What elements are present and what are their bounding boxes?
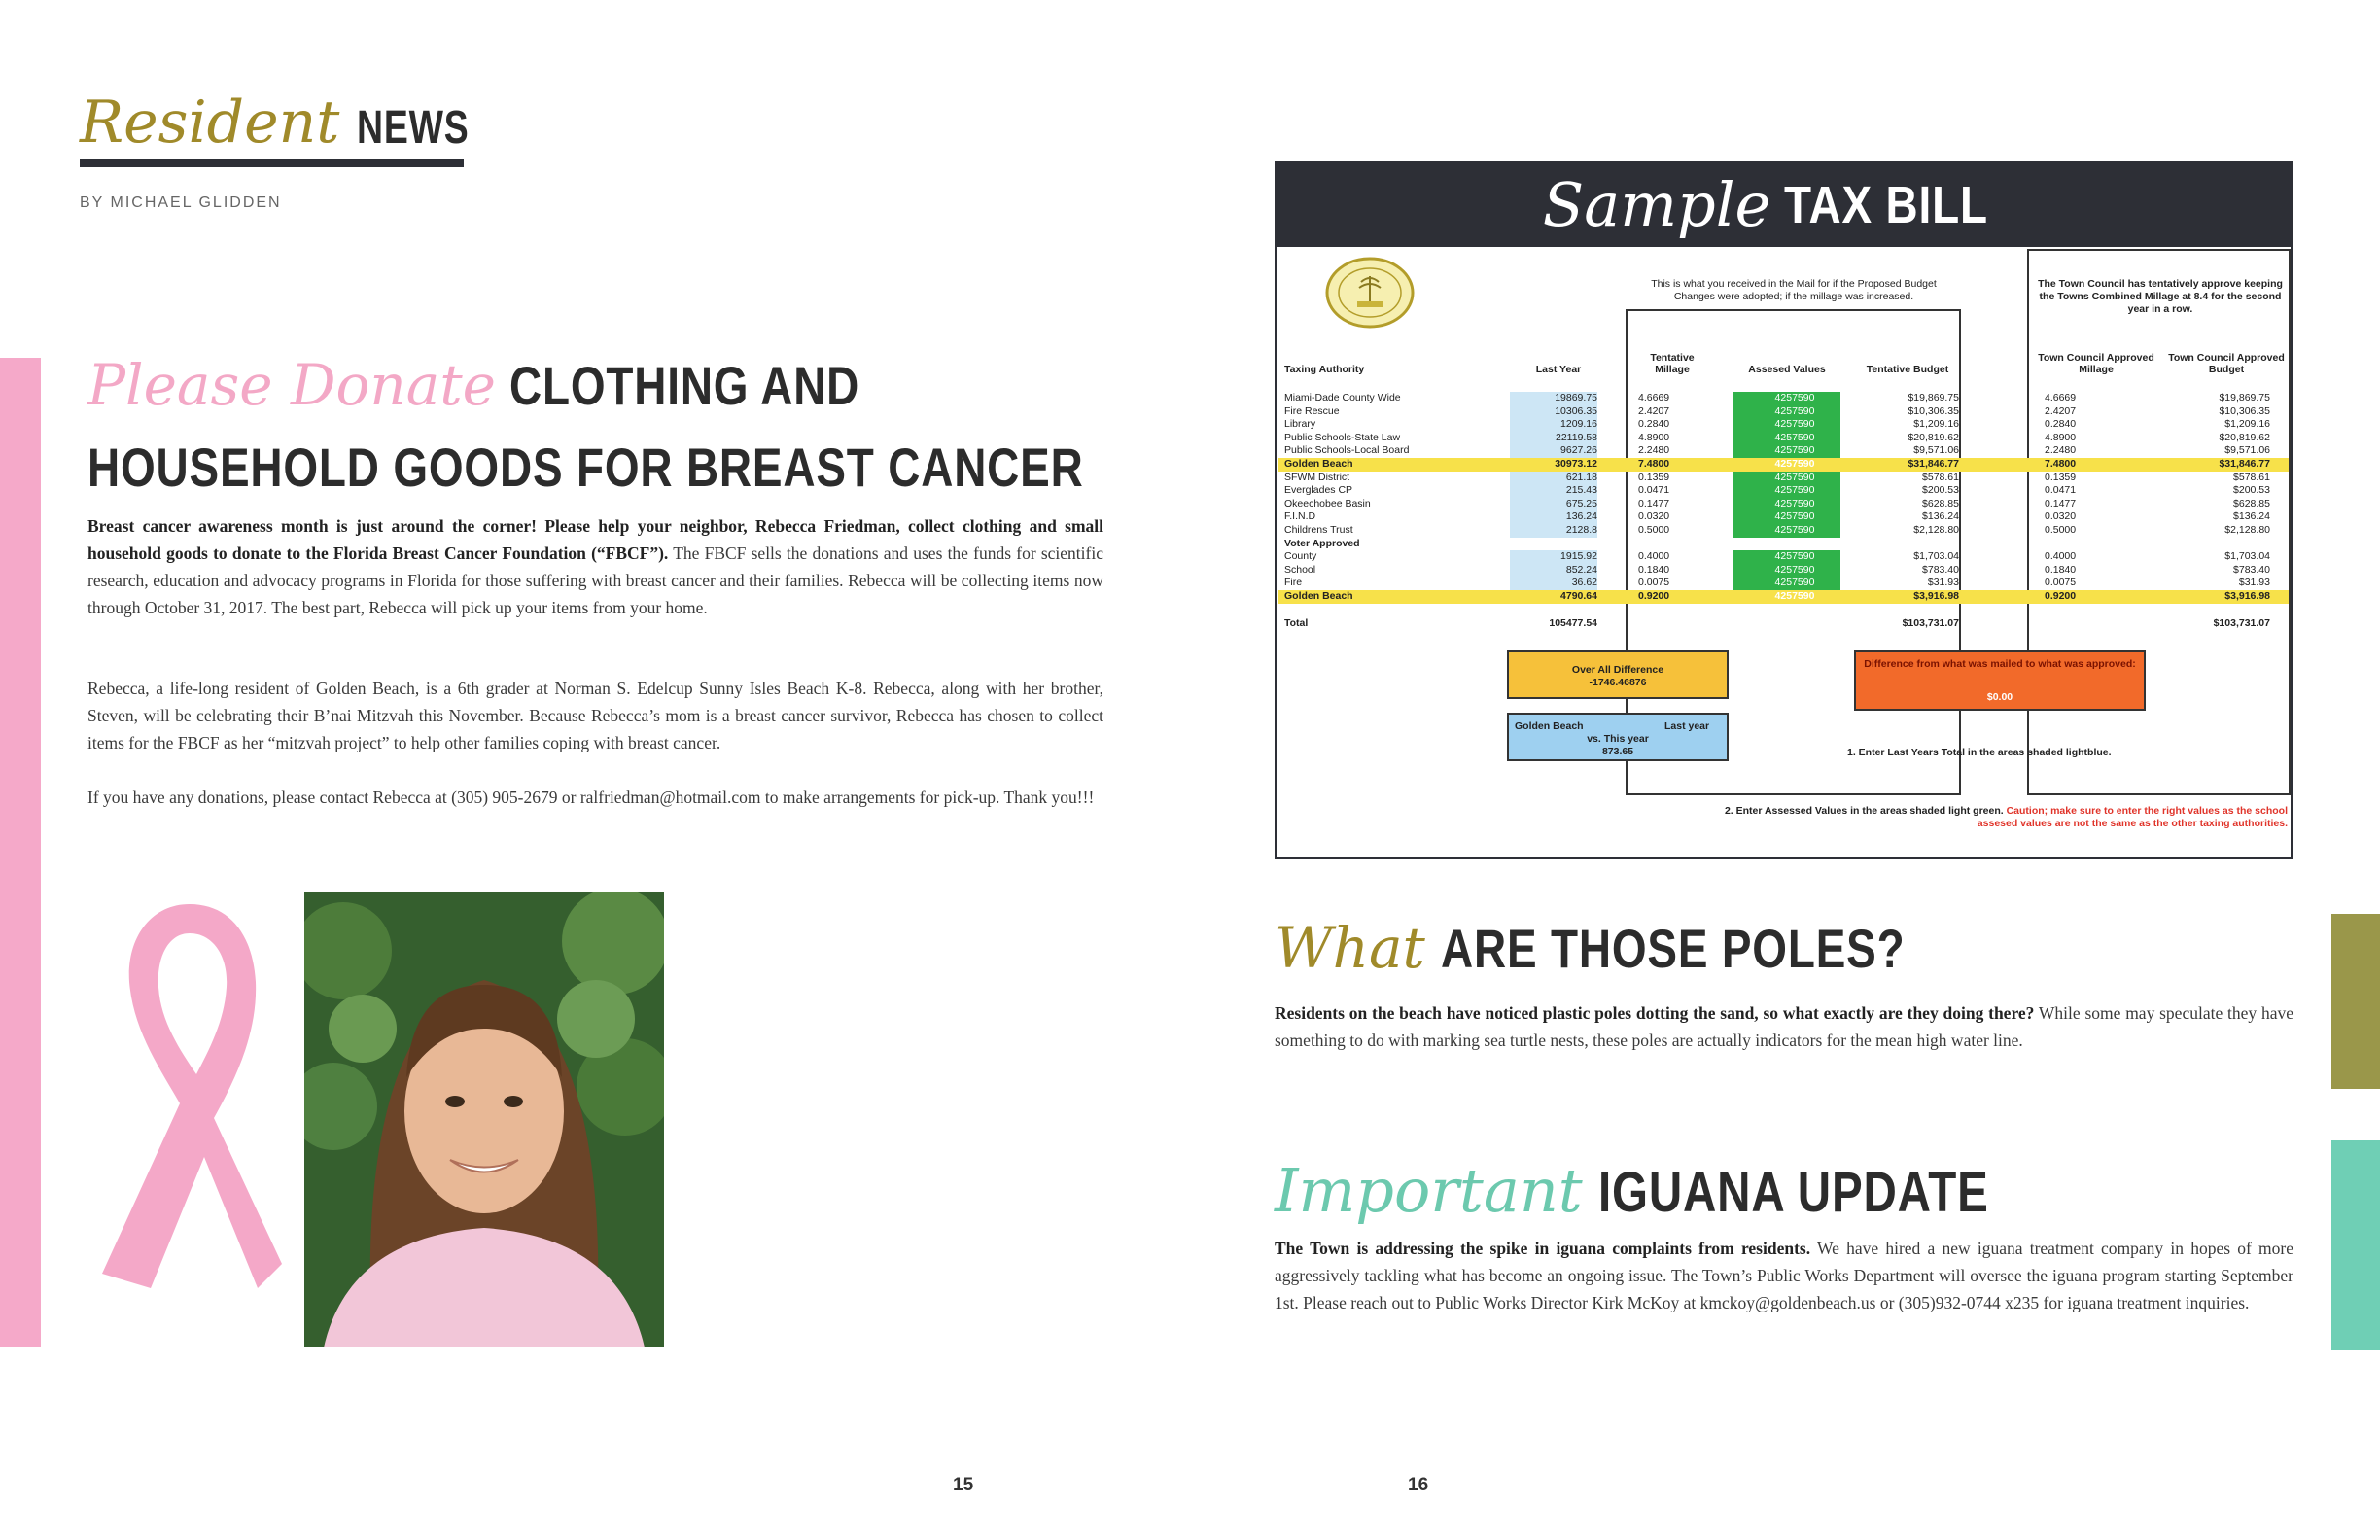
tax-cell-assessed: 4257590 (1774, 590, 1815, 602)
tax-cell-last: 30973.12 (1555, 458, 1597, 470)
town-seal-icon (1322, 255, 1418, 331)
iguana-rest: We have hired a new iguana treatment company in hopes of more aggressively tackling what has become an ongoing issue. The Town’s Public Works Department will oversee the iguana program starting September 1st. Please reach out to Public Works Director Kirk McKoy at kmckoy@goldenbeach.us or (305)932-0744 x235 for iguana treatment inquiries. (1275, 1239, 2294, 1312)
tax-cell-name: Childrens Trust (1284, 524, 1353, 536)
page-number-left: 15 (953, 1475, 974, 1495)
tax-cell-budget: $578.61 (1922, 471, 1959, 483)
tax-cell-name: Miami-Dade County Wide (1284, 392, 1401, 403)
tax-cell-assessed: 4257590 (1774, 431, 1815, 443)
tax-cell-mill: 0.0075 (1638, 577, 1670, 589)
tax-cell-name: Everglades CP (1284, 484, 1353, 497)
tax-cell-mill: 0.1359 (1638, 471, 1670, 483)
tax-cell-last: 852.24 (1565, 563, 1597, 576)
tax-cell-budget: $3,916.98 (1913, 590, 1959, 602)
tax-cell-cmill: 2.4207 (2045, 404, 2077, 417)
tax-cell-budget: $136.24 (1922, 510, 1959, 523)
tax-cell-name: Golden Beach (1284, 590, 1353, 602)
tax-row (1284, 498, 2287, 511)
tax-cell-budget: $2,128.80 (1913, 524, 1959, 536)
compare-value: 873.65 (1601, 746, 1634, 757)
tax-cell-cbudget: $20,819.62 (2219, 431, 2270, 443)
instruction-2-caution: Caution; make sure to enter the right values as the school assesed values are not the same as the other taxing authorities. (1977, 805, 2288, 829)
tax-cell-budget: $19,869.75 (1908, 392, 1959, 403)
header-rule (80, 159, 464, 167)
tax-row (1284, 524, 2287, 538)
tax-cell-name: School (1284, 563, 1316, 576)
tax-cell-last: 19869.75 (1555, 392, 1597, 403)
tax-row (1284, 472, 2287, 485)
tax-cell-assessed: 4257590 (1774, 510, 1815, 523)
tax-row (1284, 510, 2287, 524)
tax-cell-cmill: 0.5000 (2045, 524, 2077, 536)
tax-cell-cbudget: $31.93 (2238, 577, 2270, 589)
golden-beach-compare-box (1507, 713, 1729, 761)
tax-cell-assessed: 4257590 (1774, 524, 1815, 536)
tax-cell-assessed: 4257590 (1774, 550, 1815, 563)
poles-paragraph (1275, 999, 2293, 1054)
tax-cell-assessed: 4257590 (1774, 444, 1815, 457)
tax-cell-last: 621.18 (1565, 471, 1597, 483)
tax-total-row (1284, 617, 2287, 631)
tax-cell-mill: 2.2480 (1638, 444, 1670, 457)
tax-cell-assessed: 4257590 (1774, 497, 1815, 509)
instruction-2-text: 2. Enter Assessed Values in the areas shaded light green. (1724, 805, 2004, 817)
tax-cell-name: F.I.N.D (1284, 510, 1316, 523)
page-number-right: 16 (1408, 1475, 1429, 1495)
olive-accent-bar (2331, 914, 2380, 1089)
tax-cell-budget: $10,306.35 (1908, 404, 1959, 417)
header-title (80, 86, 470, 157)
tax-cell-assessed: 4257590 (1774, 458, 1815, 470)
tax-cell-cbudget: $1,703.04 (2224, 550, 2270, 563)
donate-paragraph-1 (88, 512, 1103, 621)
donate-title-line1: CLOTHING AND (509, 355, 860, 416)
tax-cell-cbudget: $9,571.06 (2224, 444, 2270, 457)
tax-cell-budget: $31.93 (1927, 577, 1959, 589)
tax-cell-cmill: 0.1359 (2045, 471, 2077, 483)
col-council-budget: Town Council Approved Budget (2168, 352, 2285, 375)
compare-label-a: Golden Beach (1515, 720, 1584, 732)
compare-label-c: vs. This year (1587, 733, 1649, 745)
tax-cell-mill: 0.0320 (1638, 510, 1670, 523)
byline: BY MICHAEL GLIDDEN (80, 194, 282, 211)
header-news-word: NEWS (357, 102, 470, 154)
sample-tax-bill (1275, 161, 2292, 859)
tax-cell-assessed: 4257590 (1774, 392, 1815, 403)
tax-cell-cbudget: $19,869.75 (2219, 392, 2270, 403)
poles-rest: While some may speculate they have something to do with marking sea turtle nests, these poles are actually indicators for the mean high water line. (1275, 1003, 2293, 1050)
tax-row (1284, 432, 2287, 445)
donate-heading (88, 345, 1108, 498)
tax-cell-name: Public Schools-State Law (1284, 431, 1401, 443)
note-mailed: This is what you received in the Mail for if the Proposed Budget Changes were adopted; if the millage was increased. (1651, 278, 1937, 302)
overall-difference-value: -1746.46876 (1589, 677, 1647, 688)
tax-cell-last: 675.25 (1565, 497, 1597, 509)
tax-cell-cbudget: $200.53 (2233, 484, 2270, 497)
tax-cell-mill: 0.1840 (1638, 563, 1670, 576)
tax-cell-budget: $200.53 (1922, 484, 1959, 497)
tax-bill-script-word: Sample (1542, 169, 1771, 240)
donate-script-word: Please Donate (88, 352, 496, 418)
tax-row (1284, 484, 2287, 498)
tax-cell-cbudget: $783.40 (2233, 563, 2270, 576)
poles-title: ARE THOSE POLES? (1440, 918, 1906, 979)
mailed-difference-label: Difference from what was mailed to what was approved: (1864, 658, 2136, 670)
poles-heading (1275, 908, 2007, 981)
tax-cell-last: 1209.16 (1560, 418, 1597, 431)
tax-total-last: 105477.54 (1549, 616, 1597, 629)
tax-cell-mill: 0.1477 (1638, 497, 1670, 509)
tax-cell-mill: 7.4800 (1638, 458, 1670, 470)
tax-cell-name: Voter Approved (1284, 537, 1360, 549)
tax-cell-budget: $1,703.04 (1913, 550, 1959, 563)
tax-cell-last: 136.24 (1565, 510, 1597, 523)
donate-paragraph-3: If you have any donations, please contact Rebecca at (305) 905-2679 or ralfriedman@hotmail.com to make arrangements for pick-up. Thank you!!! (88, 788, 1095, 807)
note-council: The Town Council has tentatively approve keeping the Towns Combined Millage at 8.4 for the second year in a row. (2038, 278, 2283, 315)
tax-cell-cmill: 0.0075 (2045, 577, 2077, 589)
photo-rebecca (304, 892, 664, 1348)
header-script-word: Resident (80, 88, 340, 157)
donate-lead: Breast cancer awareness month is just around the corner! Please help your neighbor, Rebecca Friedman, collect clothing and small household goods to donate to the Florida Breast Cancer Foundation (“FBCF”). (88, 516, 1103, 563)
tax-row (1284, 538, 2287, 551)
col-assessed-values: Assesed Values (1748, 364, 1826, 375)
tax-cell-mill: 0.4000 (1638, 550, 1670, 563)
instruction-2 (1724, 805, 2288, 830)
col-council-millage: Town Council Approved Millage (2038, 352, 2154, 375)
overall-difference-label: Over All Difference (1571, 664, 1664, 676)
tax-cell-cbudget: $31,846.77 (2219, 458, 2270, 470)
mailed-difference-value: $0.00 (1986, 691, 2013, 703)
iguana-script-word: Important (1275, 1155, 1583, 1226)
tax-total-budget: $103,731.07 (1902, 616, 1959, 629)
tax-cell-name: County (1284, 550, 1317, 563)
donate-p1-rest: The FBCF sells the donations and uses the funds for scientific research, education and advocacy programs in Florida for those suffering with breast cancer and their families. Rebecca will be collecting items now through October 31, 2017. The best part, Rebecca will pick up your items from your home. (88, 543, 1103, 617)
tax-cell-mill: 4.6669 (1638, 392, 1670, 403)
tax-cell-budget: $20,819.62 (1908, 431, 1959, 443)
overall-difference-box (1507, 650, 1729, 699)
section-header (80, 86, 470, 167)
tax-cell-name: SFWM District (1284, 471, 1350, 483)
tax-row (1284, 405, 2287, 419)
tax-row (1284, 577, 2287, 590)
tax-cell-cmill: 0.1840 (2045, 563, 2077, 576)
tax-cell-budget: $783.40 (1922, 563, 1959, 576)
tax-cell-assessed: 4257590 (1774, 471, 1815, 483)
tax-cell-assessed: 4257590 (1774, 404, 1815, 417)
tax-cell-budget: $1,209.16 (1913, 418, 1959, 431)
tax-row (1284, 418, 2287, 432)
tax-row (1284, 458, 2287, 472)
pink-accent-bar (0, 358, 41, 1348)
tax-row (1284, 392, 2287, 405)
instruction-1: 1. Enter Last Years Total in the areas shaded lightblue. (1847, 747, 2112, 758)
col-tentative-budget: Tentative Budget (1866, 364, 1949, 375)
tax-row (1284, 564, 2287, 578)
col-taxing-authority: Taxing Authority (1284, 364, 1365, 375)
tax-cell-cmill: 0.0471 (2045, 484, 2077, 497)
teal-accent-bar (2331, 1140, 2380, 1350)
tax-cell-name: Public Schools-Local Board (1284, 444, 1410, 457)
tax-cell-assessed: 4257590 (1774, 418, 1815, 431)
tax-total-name: Total (1284, 616, 1309, 629)
poles-lead: Residents on the beach have noticed plastic poles dotting the sand, so what exactly are they doing there? (1275, 1003, 2035, 1023)
tax-cell-cbudget: $578.61 (2233, 471, 2270, 483)
tax-cell-name: Fire (1284, 577, 1303, 589)
tax-cell-mill: 2.4207 (1638, 404, 1670, 417)
iguana-lead: The Town is addressing the spike in iguana complaints from residents. (1275, 1239, 1811, 1258)
tax-row (1284, 590, 2287, 604)
tax-cell-cmill: 7.4800 (2045, 458, 2077, 470)
tax-cell-cmill: 4.6669 (2045, 392, 2077, 403)
tax-cell-cbudget: $628.85 (2233, 497, 2270, 509)
tax-cell-last: 10306.35 (1555, 404, 1597, 417)
tax-cell-cbudget: $1,209.16 (2224, 418, 2270, 431)
tax-cell-last: 36.62 (1571, 577, 1597, 589)
tax-bill-header (1277, 163, 2291, 247)
pink-ribbon-icon (83, 894, 297, 1293)
tax-cell-last: 22119.58 (1555, 431, 1597, 443)
tax-cell-assessed: 4257590 (1774, 563, 1815, 576)
tax-total-cbudget: $103,731.07 (2213, 616, 2270, 629)
donate-title-line2: HOUSEHOLD GOODS FOR BREAST CANCER (88, 437, 1084, 498)
tax-cell-budget: $9,571.06 (1913, 444, 1959, 457)
tax-cell-name: Okeechobee Basin (1284, 497, 1371, 509)
tax-cell-cbudget: $3,916.98 (2224, 590, 2270, 602)
tax-cell-cmill: 0.0320 (2045, 510, 2077, 523)
tax-cell-mill: 0.2840 (1638, 418, 1670, 431)
tax-cell-name: Library (1284, 418, 1316, 431)
tax-cell-mill: 0.5000 (1638, 524, 1670, 536)
tax-bill-title: TAX BILL (1784, 176, 1989, 234)
tax-cell-cbudget: $136.24 (2233, 510, 2270, 523)
tax-cell-last: 2128.8 (1565, 524, 1597, 536)
tax-cell-last: 1915.92 (1560, 550, 1597, 563)
donate-paragraph-2: Rebecca, a life-long resident of Golden Beach, is a 6th grader at Norman S. Edelcup Sunny Isles Beach K-8. Rebecca, along with her brother, Steven, will be celebrating their B’nai Mitzvah this November. Because Rebecca’s mom is a breast cancer survivor, Rebecca has chosen to collect items for the FBCF as her “mitzvah project” to help other families coping with breast cancer. (88, 679, 1103, 752)
col-tentative-millage: Tentative Millage (1650, 352, 1695, 375)
tax-cell-cmill: 0.9200 (2045, 590, 2077, 602)
tax-cell-last: 215.43 (1565, 484, 1597, 497)
iguana-heading (1275, 1145, 2075, 1226)
tax-cell-budget: $628.85 (1922, 497, 1959, 509)
tax-cell-mill: 0.9200 (1638, 590, 1670, 602)
tax-cell-mill: 0.0471 (1638, 484, 1670, 497)
tax-row (1284, 550, 2287, 564)
tax-cell-last: 9627.26 (1560, 444, 1597, 457)
poles-script-word: What (1275, 915, 1425, 981)
tax-cell-mill: 4.8900 (1638, 431, 1670, 443)
tax-cell-cmill: 2.2480 (2045, 444, 2077, 457)
portrait-image (304, 892, 664, 1348)
tax-cell-assessed: 4257590 (1774, 484, 1815, 497)
tax-cell-cmill: 0.1477 (2045, 497, 2077, 509)
tax-cell-assessed: 4257590 (1774, 577, 1815, 589)
tax-cell-name: Golden Beach (1284, 458, 1353, 470)
mailed-difference-box (1854, 650, 2146, 711)
tax-cell-cbudget: $2,128.80 (2224, 524, 2270, 536)
tax-cell-cbudget: $10,306.35 (2219, 404, 2270, 417)
iguana-title: IGUANA UPDATE (1597, 1161, 1989, 1224)
tax-cell-cmill: 4.8900 (2045, 431, 2077, 443)
tax-cell-cmill: 0.2840 (2045, 418, 2077, 431)
iguana-paragraph (1275, 1235, 2293, 1316)
col-last-year: Last Year (1535, 364, 1582, 375)
tax-cell-cmill: 0.4000 (2045, 550, 2077, 563)
compare-label-b: Last year (1664, 720, 1710, 732)
tax-cell-name: Fire Rescue (1284, 404, 1340, 417)
tax-cell-budget: $31,846.77 (1908, 458, 1959, 470)
tax-row (1284, 444, 2287, 458)
tax-cell-last: 4790.64 (1560, 590, 1597, 602)
